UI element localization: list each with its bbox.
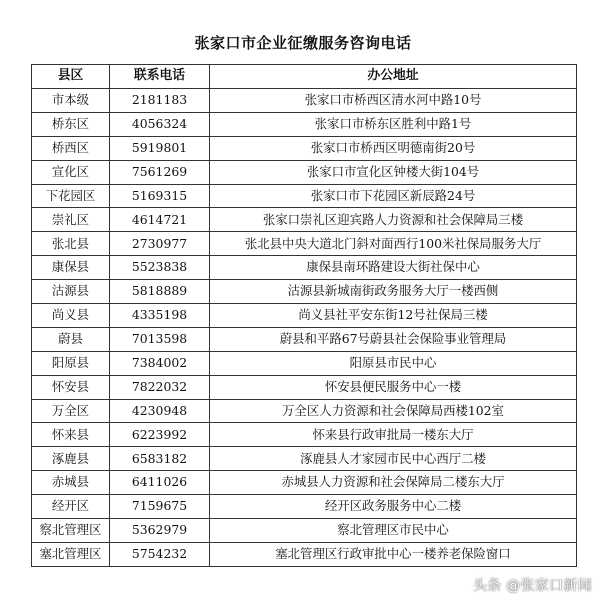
cell-address: 张家口市桥西区清水河中路10号 (210, 89, 577, 113)
cell-address: 经开区政务服务中心二楼 (210, 495, 577, 519)
cell-address: 阳原县市民中心 (210, 351, 577, 375)
cell-phone: 5362979 (110, 519, 210, 543)
cell-address: 塞北管理区行政审批中心一楼养老保险窗口 (210, 542, 577, 566)
table-row (32, 160, 577, 184)
cell-address: 沽源县新城南街政务服务大厅一楼西侧 (210, 280, 577, 304)
cell-county: 阳原县 (32, 351, 110, 375)
table-row (32, 447, 577, 471)
cell-phone: 2181183 (110, 89, 210, 113)
cell-county: 崇礼区 (32, 208, 110, 232)
table-row (32, 471, 577, 495)
cell-address: 张北县中央大道北门斜对面西行100米社保局服务大厅 (210, 232, 577, 256)
cell-address: 怀安县便民服务中心一楼 (210, 375, 577, 399)
cell-phone: 7013598 (110, 327, 210, 351)
table-row (32, 232, 577, 256)
cell-county: 桥东区 (32, 112, 110, 136)
cell-phone: 7384002 (110, 351, 210, 375)
cell-county: 万全区 (32, 399, 110, 423)
table-row (32, 280, 577, 304)
cell-address: 尚义县社平安东街12号社保局三楼 (210, 304, 577, 328)
cell-phone: 6223992 (110, 423, 210, 447)
cell-county: 经开区 (32, 495, 110, 519)
table-row (32, 327, 577, 351)
cell-county: 市本级 (32, 89, 110, 113)
cell-address: 张家口市桥西区明德南街20号 (210, 136, 577, 160)
table-row (32, 399, 577, 423)
cell-phone: 4056324 (110, 112, 210, 136)
source-watermark: 头条 @张家口新闻 (472, 578, 592, 594)
cell-county: 尚义县 (32, 304, 110, 328)
table-row (32, 208, 577, 232)
table-row (32, 112, 577, 136)
table-row (32, 184, 577, 208)
table-header-row (32, 65, 577, 89)
cell-address: 万全区人力资源和社会保障局西楼102室 (210, 399, 577, 423)
header-county: 县区 (32, 65, 110, 89)
cell-county: 桥西区 (32, 136, 110, 160)
cell-county: 康保县 (32, 256, 110, 280)
table-row (32, 423, 577, 447)
cell-address: 赤城县人力资源和社会保障局二楼东大厅 (210, 471, 577, 495)
cell-address: 张家口市宣化区钟楼大街104号 (210, 160, 577, 184)
table-row (32, 495, 577, 519)
cell-county: 塞北管理区 (32, 542, 110, 566)
table-row (32, 304, 577, 328)
cell-county: 赤城县 (32, 471, 110, 495)
cell-phone: 6411026 (110, 471, 210, 495)
table-row (32, 542, 577, 566)
cell-phone: 7561269 (110, 160, 210, 184)
cell-phone: 5523838 (110, 256, 210, 280)
cell-county: 沽源县 (32, 280, 110, 304)
table-row (32, 519, 577, 543)
cell-phone: 4230948 (110, 399, 210, 423)
cell-phone: 2730977 (110, 232, 210, 256)
table-row (32, 136, 577, 160)
cell-phone: 4614721 (110, 208, 210, 232)
cell-county: 张北县 (32, 232, 110, 256)
cell-address: 察北管理区市民中心 (210, 519, 577, 543)
cell-county: 怀来县 (32, 423, 110, 447)
cell-county: 怀安县 (32, 375, 110, 399)
cell-address: 康保县南环路建设大街社保中心 (210, 256, 577, 280)
cell-phone: 5919801 (110, 136, 210, 160)
cell-address: 蔚县和平路67号蔚县社会保险事业管理局 (210, 327, 577, 351)
cell-phone: 7822032 (110, 375, 210, 399)
cell-address: 涿鹿县人才家园市民中心西厅二楼 (210, 447, 577, 471)
contact-table (31, 64, 577, 567)
table-row (32, 351, 577, 375)
header-address: 办公地址 (210, 65, 577, 89)
cell-county: 涿鹿县 (32, 447, 110, 471)
cell-county: 察北管理区 (32, 519, 110, 543)
cell-county: 宣化区 (32, 160, 110, 184)
table-row (32, 89, 577, 113)
cell-phone: 4335198 (110, 304, 210, 328)
cell-county: 下花园区 (32, 184, 110, 208)
header-phone: 联系电话 (110, 65, 210, 89)
document-title: 张家口市企业征缴服务咨询电话 (194, 34, 412, 52)
cell-address: 张家口市下花园区新辰路24号 (210, 184, 577, 208)
cell-phone: 7159675 (110, 495, 210, 519)
cell-address: 张家口市桥东区胜利中路1号 (210, 112, 577, 136)
table-row (32, 375, 577, 399)
cell-phone: 5169315 (110, 184, 210, 208)
cell-address: 怀来县行政审批局一楼东大厅 (210, 423, 577, 447)
cell-phone: 5754232 (110, 542, 210, 566)
cell-address: 张家口崇礼区迎宾路人力资源和社会保障局三楼 (210, 208, 577, 232)
cell-phone: 5818889 (110, 280, 210, 304)
table-row (32, 256, 577, 280)
cell-phone: 6583182 (110, 447, 210, 471)
cell-county: 蔚县 (32, 327, 110, 351)
